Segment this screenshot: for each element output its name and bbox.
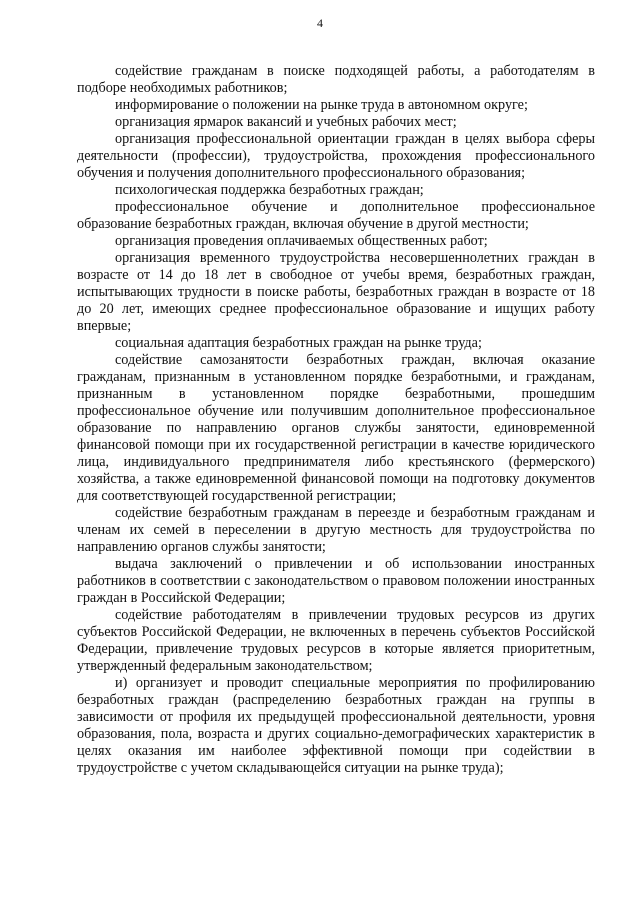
paragraph-job-search-assistance: содействие гражданам в поиске подходящей работы, а работодателям в подборе необходимых работников; (77, 63, 595, 96)
paragraph-career-guidance: организация профессиональной ориентации граждан в целях выбора сферы деятельности (профессии), трудоустройства, прохождения профессионального обучения и получения дополнительного профессионального образования; (77, 131, 595, 181)
paragraph-profiling: и) организует и проводит специальные мероприятия по профилированию безработных граждан (распределению безработных граждан на группы в зависимости от профиля их предыдущей профессиональной деятельности, уровня образования, пола, возраста и других социально-демографических характеристик в целях оказания им наиболее эффективной помощи при содействии в трудоустройстве с учетом складывающейся ситуации на рынке труда); (77, 675, 595, 776)
paragraph-public-works: организация проведения оплачиваемых общественных работ; (115, 233, 488, 249)
paragraph-self-employment: содействие самозанятости безработных граждан, включая оказание гражданам, признанным в установленном порядке безработными, и гражданам, признанным в установленном порядке безработными, прошедшим профессиональное обучение или получившим дополнительное профессиональное образование по направлению органов службы занятости, единовременной финансовой помощи при их государственной регистрации в качестве юридического лица, индивидуального предпринимателя либо крестьянского (фермерского) хозяйства, а также единовременной финансовой помощи на подготовку документов для соответствующей государственной регистрации; (77, 352, 595, 504)
paragraph-labor-resources: содействие работодателям в привлечении трудовых ресурсов из других субъектов Российской Федерации, не включенных в перечень субъектов Российской Федерации, привлечение трудовых ресурсов в которые является приоритетным, утвержденный федеральным законодательством; (77, 607, 595, 674)
paragraph-labor-market-info: информирование о положении на рынке труда в автономном округе; (115, 97, 528, 113)
document-body (77, 63, 595, 777)
page-number: 4 (317, 16, 323, 30)
paragraph-psychological-support: психологическая поддержка безработных граждан; (115, 182, 424, 198)
paragraph-job-fairs: организация ярмарок вакансий и учебных рабочих мест; (115, 114, 457, 130)
paragraph-temporary-employment: организация временного трудоустройства несовершеннолетних граждан в возрасте от 14 до 18 лет в свободное от учебы время, безработных граждан, испытывающих трудности в поиске работы, безработных граждан в возрасте от 18 до 20 лет, имеющих среднее профессиональное образование и ищущих работу впервые; (77, 250, 595, 334)
paragraph-vocational-training: профессиональное обучение и дополнительное профессиональное образование безработных граждан, включая обучение в другой местности; (77, 199, 595, 232)
paragraph-foreign-workers: выдача заключений о привлечении и об использовании иностранных работников в соответствии с законодательством о правовом положении иностранных граждан в Российской Федерации; (77, 556, 595, 606)
paragraph-social-adaptation: социальная адаптация безработных граждан на рынке труда; (115, 335, 482, 351)
paragraph-relocation-assistance: содействие безработным гражданам в переезде и безработным гражданам и членам их семей в переселении в другую местность для трудоустройства по направлению органов службы занятости; (77, 505, 595, 555)
